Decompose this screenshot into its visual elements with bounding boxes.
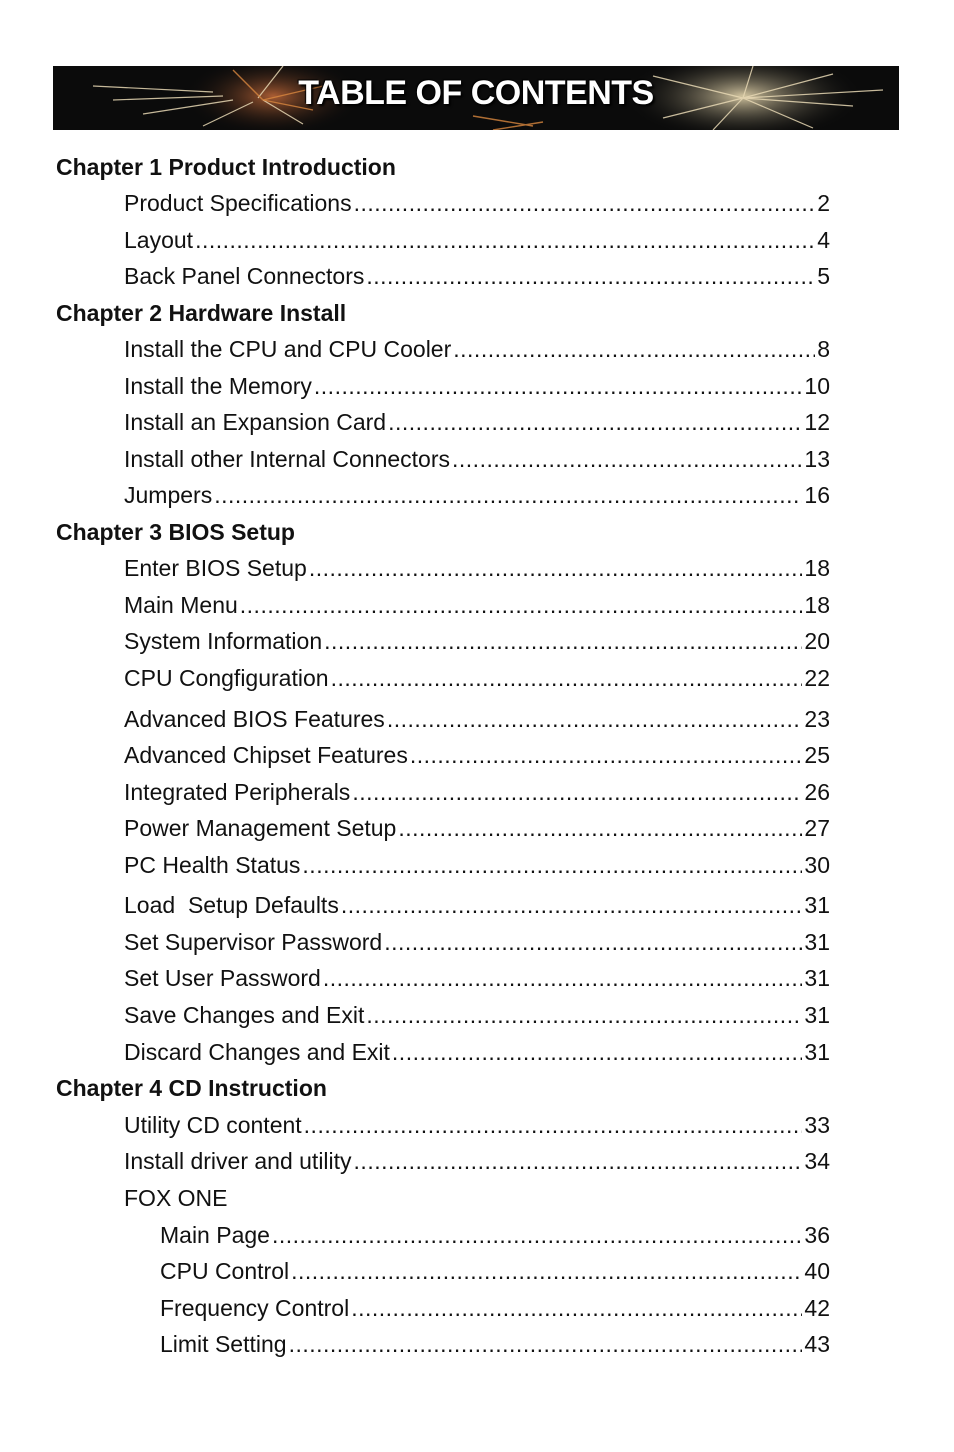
toc-entry-title: Enter BIOS Setup (124, 555, 307, 581)
toc-entry (124, 553, 830, 583)
header-banner (53, 66, 899, 130)
toc-entry-page: 8 (817, 336, 830, 362)
toc-entry-title: Main Page (160, 1222, 270, 1248)
toc-entry-title: Set Supervisor Password (124, 929, 383, 955)
page-title: TABLE OF CONTENTS (298, 74, 654, 112)
toc-entry (124, 1037, 830, 1067)
toc-entry-page: 22 (804, 665, 830, 691)
toc-entry (160, 1220, 830, 1250)
dot-leader (384, 927, 802, 957)
toc-entry-title: Back Panel Connectors (124, 263, 365, 289)
toc-entry-page: 23 (804, 706, 830, 732)
dot-leader (272, 1220, 802, 1250)
toc-entry-title: Install the Memory (124, 373, 312, 399)
toc-entry-title: System Information (124, 628, 323, 654)
dot-leader (366, 1000, 802, 1030)
toc-entry (124, 444, 830, 474)
toc-entry-page: 26 (804, 779, 830, 805)
toc-entry (124, 590, 830, 620)
toc-entry-title: CPU Control (160, 1258, 290, 1284)
toc-entry-title: Frequency Control (160, 1295, 350, 1321)
toc-entry-page: 31 (804, 965, 830, 991)
toc-entry-page: 4 (817, 227, 830, 253)
dot-leader (453, 334, 815, 364)
toc-entry-page: 12 (804, 409, 830, 435)
toc-entry-title: Discard Changes and Exit (124, 1039, 390, 1065)
dot-leader (214, 480, 802, 510)
dot-leader (388, 407, 802, 437)
dot-leader (410, 740, 803, 770)
toc-entry-page: 5 (817, 263, 830, 289)
toc-entry-page: 33 (804, 1112, 830, 1138)
dot-leader (331, 663, 803, 693)
toc-entry (124, 626, 830, 656)
chapter-heading: Chapter 3 BIOS Setup (56, 519, 295, 545)
toc-entry (124, 777, 830, 807)
toc-entry-page: 25 (804, 742, 830, 768)
toc-entry-title: Product Specifications (124, 190, 352, 216)
dot-leader (354, 188, 816, 218)
dot-leader (304, 1110, 803, 1140)
toc-entry (160, 1256, 830, 1286)
toc-entry-page: 31 (804, 892, 830, 918)
toc-entry-title: Advanced Chipset Features (124, 742, 408, 768)
dot-leader (323, 963, 803, 993)
dot-leader (195, 225, 815, 255)
toc-entry-title: Install driver and utility (124, 1148, 352, 1174)
toc-entry (160, 1329, 830, 1359)
dot-leader (302, 850, 802, 880)
dot-leader (309, 553, 803, 583)
toc-entry-title: PC Health Status (124, 852, 301, 878)
toc-entry (124, 963, 830, 993)
dot-leader (387, 704, 803, 734)
dot-leader (240, 590, 803, 620)
toc-entry (124, 371, 830, 401)
dot-leader (398, 813, 802, 843)
dot-leader (351, 1293, 802, 1323)
toc-entry-page: 31 (804, 1039, 830, 1065)
toc-entry-title: CPU Congfiguration (124, 665, 329, 691)
toc-entry-title: Integrated Peripherals (124, 779, 351, 805)
toc-entry-title: Install the CPU and CPU Cooler (124, 336, 452, 362)
toc-entry-title: Set User Password (124, 965, 321, 991)
dot-leader (314, 371, 803, 401)
toc-entry (124, 188, 830, 218)
toc-entry-page: 42 (804, 1295, 830, 1321)
dot-leader (341, 890, 803, 920)
toc-entry (124, 407, 830, 437)
toc-entry-title: Load Setup Defaults (124, 892, 339, 918)
toc-entry (124, 334, 830, 364)
toc-entry-page: 31 (804, 1002, 830, 1028)
section-heading: FOX ONE (124, 1185, 228, 1211)
toc-entry-page: 27 (804, 815, 830, 841)
toc-entry-page: 16 (804, 482, 830, 508)
dot-leader (352, 777, 802, 807)
toc-entry-title: Layout (124, 227, 194, 253)
toc-entry-title: Save Changes and Exit (124, 1002, 365, 1028)
toc-entry-page: 40 (804, 1258, 830, 1284)
toc-entry-page: 13 (804, 446, 830, 472)
toc-entry (124, 225, 830, 255)
toc-entry-title: Advanced BIOS Features (124, 706, 385, 732)
toc-entry-page: 36 (804, 1222, 830, 1248)
toc-entry-page: 34 (804, 1148, 830, 1174)
toc-entry-page: 10 (804, 373, 830, 399)
toc-entry-page: 18 (804, 555, 830, 581)
toc-entry (124, 1000, 830, 1030)
toc-entry-page: 43 (804, 1331, 830, 1357)
toc-entry-page: 18 (804, 592, 830, 618)
dot-leader (452, 444, 802, 474)
toc-entry (124, 850, 830, 880)
dot-leader (291, 1256, 802, 1286)
toc-entry-title: Install other Internal Connectors (124, 446, 451, 472)
dot-leader (392, 1037, 802, 1067)
chapter-heading: Chapter 4 CD Instruction (56, 1075, 327, 1101)
chapter-heading: Chapter 1 Product Introduction (56, 154, 396, 180)
toc-entry-title: Main Menu (124, 592, 238, 618)
toc-entry-title: Power Management Setup (124, 815, 397, 841)
toc-entry (124, 740, 830, 770)
dot-leader (354, 1146, 803, 1176)
toc-entry (160, 1293, 830, 1323)
toc-entry (124, 1110, 830, 1140)
toc-entry-title: Utility CD content (124, 1112, 302, 1138)
toc-entry (124, 1146, 830, 1176)
toc-entry-title: Limit Setting (160, 1331, 287, 1357)
toc-entry (124, 704, 830, 734)
toc-entry (124, 663, 830, 693)
toc-entry (124, 261, 830, 291)
toc-entry (124, 890, 830, 920)
dot-leader (366, 261, 815, 291)
toc-entry (124, 480, 830, 510)
toc-entry-title: Jumpers (124, 482, 213, 508)
toc-entry-title: Install an Expansion Card (124, 409, 387, 435)
toc-entry-page: 2 (817, 190, 830, 216)
toc-entry-page: 20 (804, 628, 830, 654)
dot-leader (289, 1329, 803, 1359)
toc-entry (124, 813, 830, 843)
toc-entry-page: 31 (804, 929, 830, 955)
dot-leader (324, 626, 802, 656)
chapter-heading: Chapter 2 Hardware Install (56, 300, 347, 326)
toc-entry-page: 30 (804, 852, 830, 878)
toc-entry (124, 927, 830, 957)
